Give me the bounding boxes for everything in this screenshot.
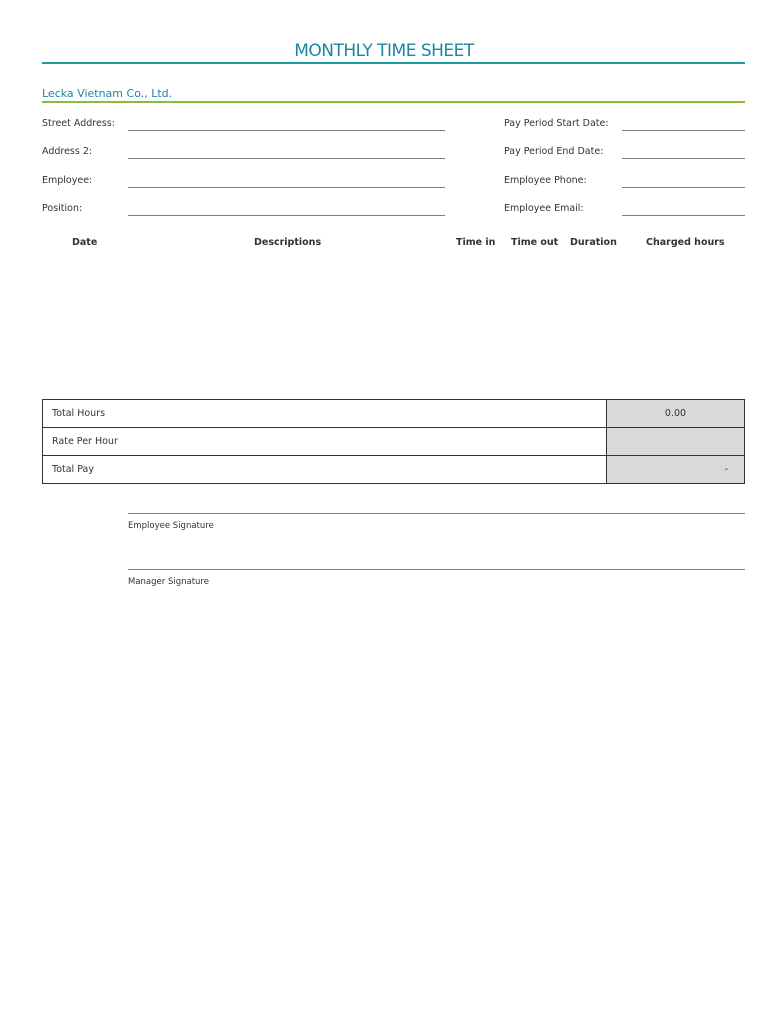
employee-label: Employee: [42, 175, 93, 186]
position-field[interactable] [128, 215, 445, 216]
column-header-descriptions: Descriptions [254, 237, 322, 248]
total-hours-label: Total Hours [43, 400, 607, 428]
street-address-field[interactable] [128, 130, 445, 131]
employee-phone-label: Employee Phone: [504, 175, 587, 186]
pay-period-start-field[interactable] [622, 130, 745, 131]
employee-email-label: Employee Email: [504, 203, 584, 214]
totals-table [42, 399, 745, 484]
rate-per-hour-label: Rate Per Hour [43, 428, 607, 456]
total-hours-row [43, 400, 745, 428]
column-header-duration: Duration [570, 237, 617, 248]
manager-signature-label: Manager Signature [128, 577, 209, 587]
total-pay-row [43, 456, 745, 484]
employee-field[interactable] [128, 187, 445, 188]
column-header-time-in: Time in [456, 237, 496, 248]
employee-signature-label: Employee Signature [128, 521, 214, 531]
manager-signature-line[interactable] [128, 569, 745, 570]
employee-phone-field[interactable] [622, 187, 745, 188]
total-pay-value: - [607, 456, 745, 484]
column-header-charged-hours: Charged hours [646, 237, 725, 248]
title-divider [42, 62, 745, 64]
pay-period-end-label: Pay Period End Date: [504, 146, 604, 157]
employee-email-field[interactable] [622, 215, 745, 216]
rate-per-hour-row [43, 428, 745, 456]
pay-period-end-field[interactable] [622, 158, 745, 159]
total-pay-label: Total Pay [43, 456, 607, 484]
employee-signature-line[interactable] [128, 513, 745, 514]
page-title: MONTHLY TIME SHEET [294, 41, 474, 61]
rate-per-hour-value[interactable] [607, 428, 745, 456]
company-divider [42, 101, 745, 103]
column-header-time-out: Time out [511, 237, 559, 248]
pay-period-start-label: Pay Period Start Date: [504, 118, 609, 129]
address-2-field[interactable] [128, 158, 445, 159]
position-label: Position: [42, 203, 83, 214]
street-address-label: Street Address: [42, 118, 115, 129]
company-name: Lecka Vietnam Co., Ltd. [42, 87, 173, 100]
column-header-date: Date [72, 237, 98, 248]
total-hours-value: 0.00 [607, 400, 745, 428]
address-2-label: Address 2: [42, 146, 93, 157]
